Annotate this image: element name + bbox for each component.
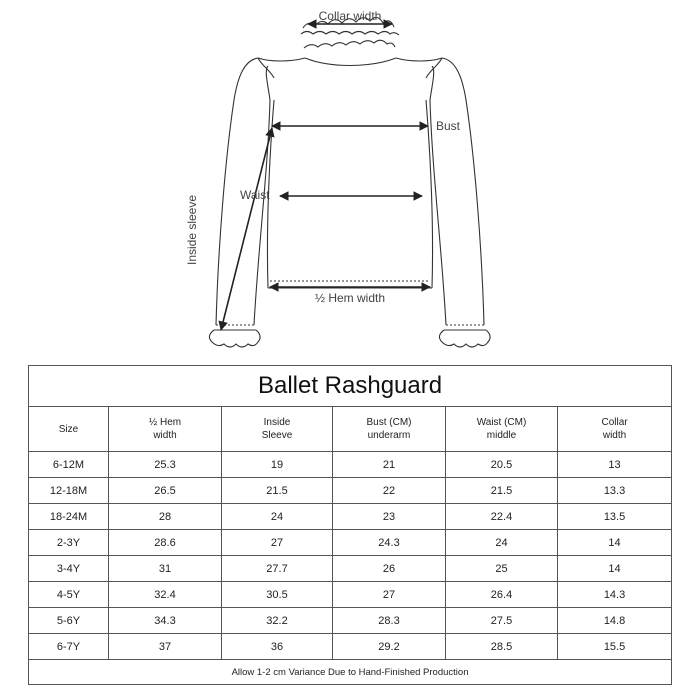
measurement-cell: 37 [109, 634, 222, 660]
size-cell: 4-5Y [29, 582, 109, 608]
footer-row [29, 660, 672, 685]
measurement-cell: 25.3 [109, 452, 222, 478]
measurement-cell: 20.5 [446, 452, 558, 478]
size-cell: 6-7Y [29, 634, 109, 660]
measurement-cell: 19 [222, 452, 333, 478]
collar-width-label: Collar width [318, 9, 382, 23]
column-header: Bust (CM) underarm [333, 407, 446, 452]
measurement-cell: 27.7 [222, 556, 333, 582]
measurement-arrows [221, 24, 430, 330]
column-header: Waist (CM) middle [446, 407, 558, 452]
measurement-cell: 22.4 [446, 504, 558, 530]
table-row [29, 634, 672, 660]
waist-label: Waist [240, 188, 270, 202]
measurement-cell: 28.6 [109, 530, 222, 556]
measurement-cell: 34.3 [109, 608, 222, 634]
hem-width-label: ½ Hem width [314, 291, 386, 305]
measurement-cell: 25 [446, 556, 558, 582]
size-chart-table [28, 365, 672, 685]
measurement-cell: 27 [333, 582, 446, 608]
size-cell: 2-3Y [29, 530, 109, 556]
measurement-cell: 14.3 [558, 582, 672, 608]
variance-note: Allow 1-2 cm Variance Due to Hand-Finished Production [29, 660, 672, 685]
measurement-cell: 24 [222, 504, 333, 530]
measurement-cell: 14.8 [558, 608, 672, 634]
column-header: Inside Sleeve [222, 407, 333, 452]
bust-label: Bust [436, 119, 461, 133]
measurement-cell: 28.3 [333, 608, 446, 634]
table-row [29, 530, 672, 556]
table-row [29, 478, 672, 504]
header-row [29, 407, 672, 452]
column-header: ½ Hem width [109, 407, 222, 452]
measurement-cell: 26.4 [446, 582, 558, 608]
measurement-cell: 14 [558, 530, 672, 556]
measurement-cell: 27 [222, 530, 333, 556]
table-title: Ballet Rashguard [29, 366, 672, 407]
measurement-cell: 21.5 [446, 478, 558, 504]
measurement-cell: 13 [558, 452, 672, 478]
measurement-cell: 13.5 [558, 504, 672, 530]
table-row [29, 608, 672, 634]
inside-sleeve-label: Inside sleeve [185, 194, 199, 266]
size-cell: 5-6Y [29, 608, 109, 634]
size-cell: 12-18M [29, 478, 109, 504]
measurement-cell: 14 [558, 556, 672, 582]
size-cell: 6-12M [29, 452, 109, 478]
measurement-cell: 32.4 [109, 582, 222, 608]
measurement-cell: 29.2 [333, 634, 446, 660]
column-header: Size [29, 407, 109, 452]
measurement-cell: 31 [109, 556, 222, 582]
measurement-cell: 24 [446, 530, 558, 556]
measurement-cell: 36 [222, 634, 333, 660]
measurement-cell: 30.5 [222, 582, 333, 608]
table-row [29, 582, 672, 608]
table-row [29, 452, 672, 478]
measurement-cell: 24.3 [333, 530, 446, 556]
table-row [29, 556, 672, 582]
measurement-cell: 15.5 [558, 634, 672, 660]
measurement-cell: 32.2 [222, 608, 333, 634]
column-header: Collar width [558, 407, 672, 452]
measurement-cell: 27.5 [446, 608, 558, 634]
measurement-cell: 28.5 [446, 634, 558, 660]
measurement-cell: 21 [333, 452, 446, 478]
table-row [29, 504, 672, 530]
measurement-cell: 28 [109, 504, 222, 530]
measurement-cell: 22 [333, 478, 446, 504]
size-cell: 18-24M [29, 504, 109, 530]
measurement-cell: 23 [333, 504, 446, 530]
measurement-cell: 26 [333, 556, 446, 582]
measurement-cell: 13.3 [558, 478, 672, 504]
size-cell: 3-4Y [29, 556, 109, 582]
measurement-cell: 26.5 [109, 478, 222, 504]
measurement-cell: 21.5 [222, 478, 333, 504]
